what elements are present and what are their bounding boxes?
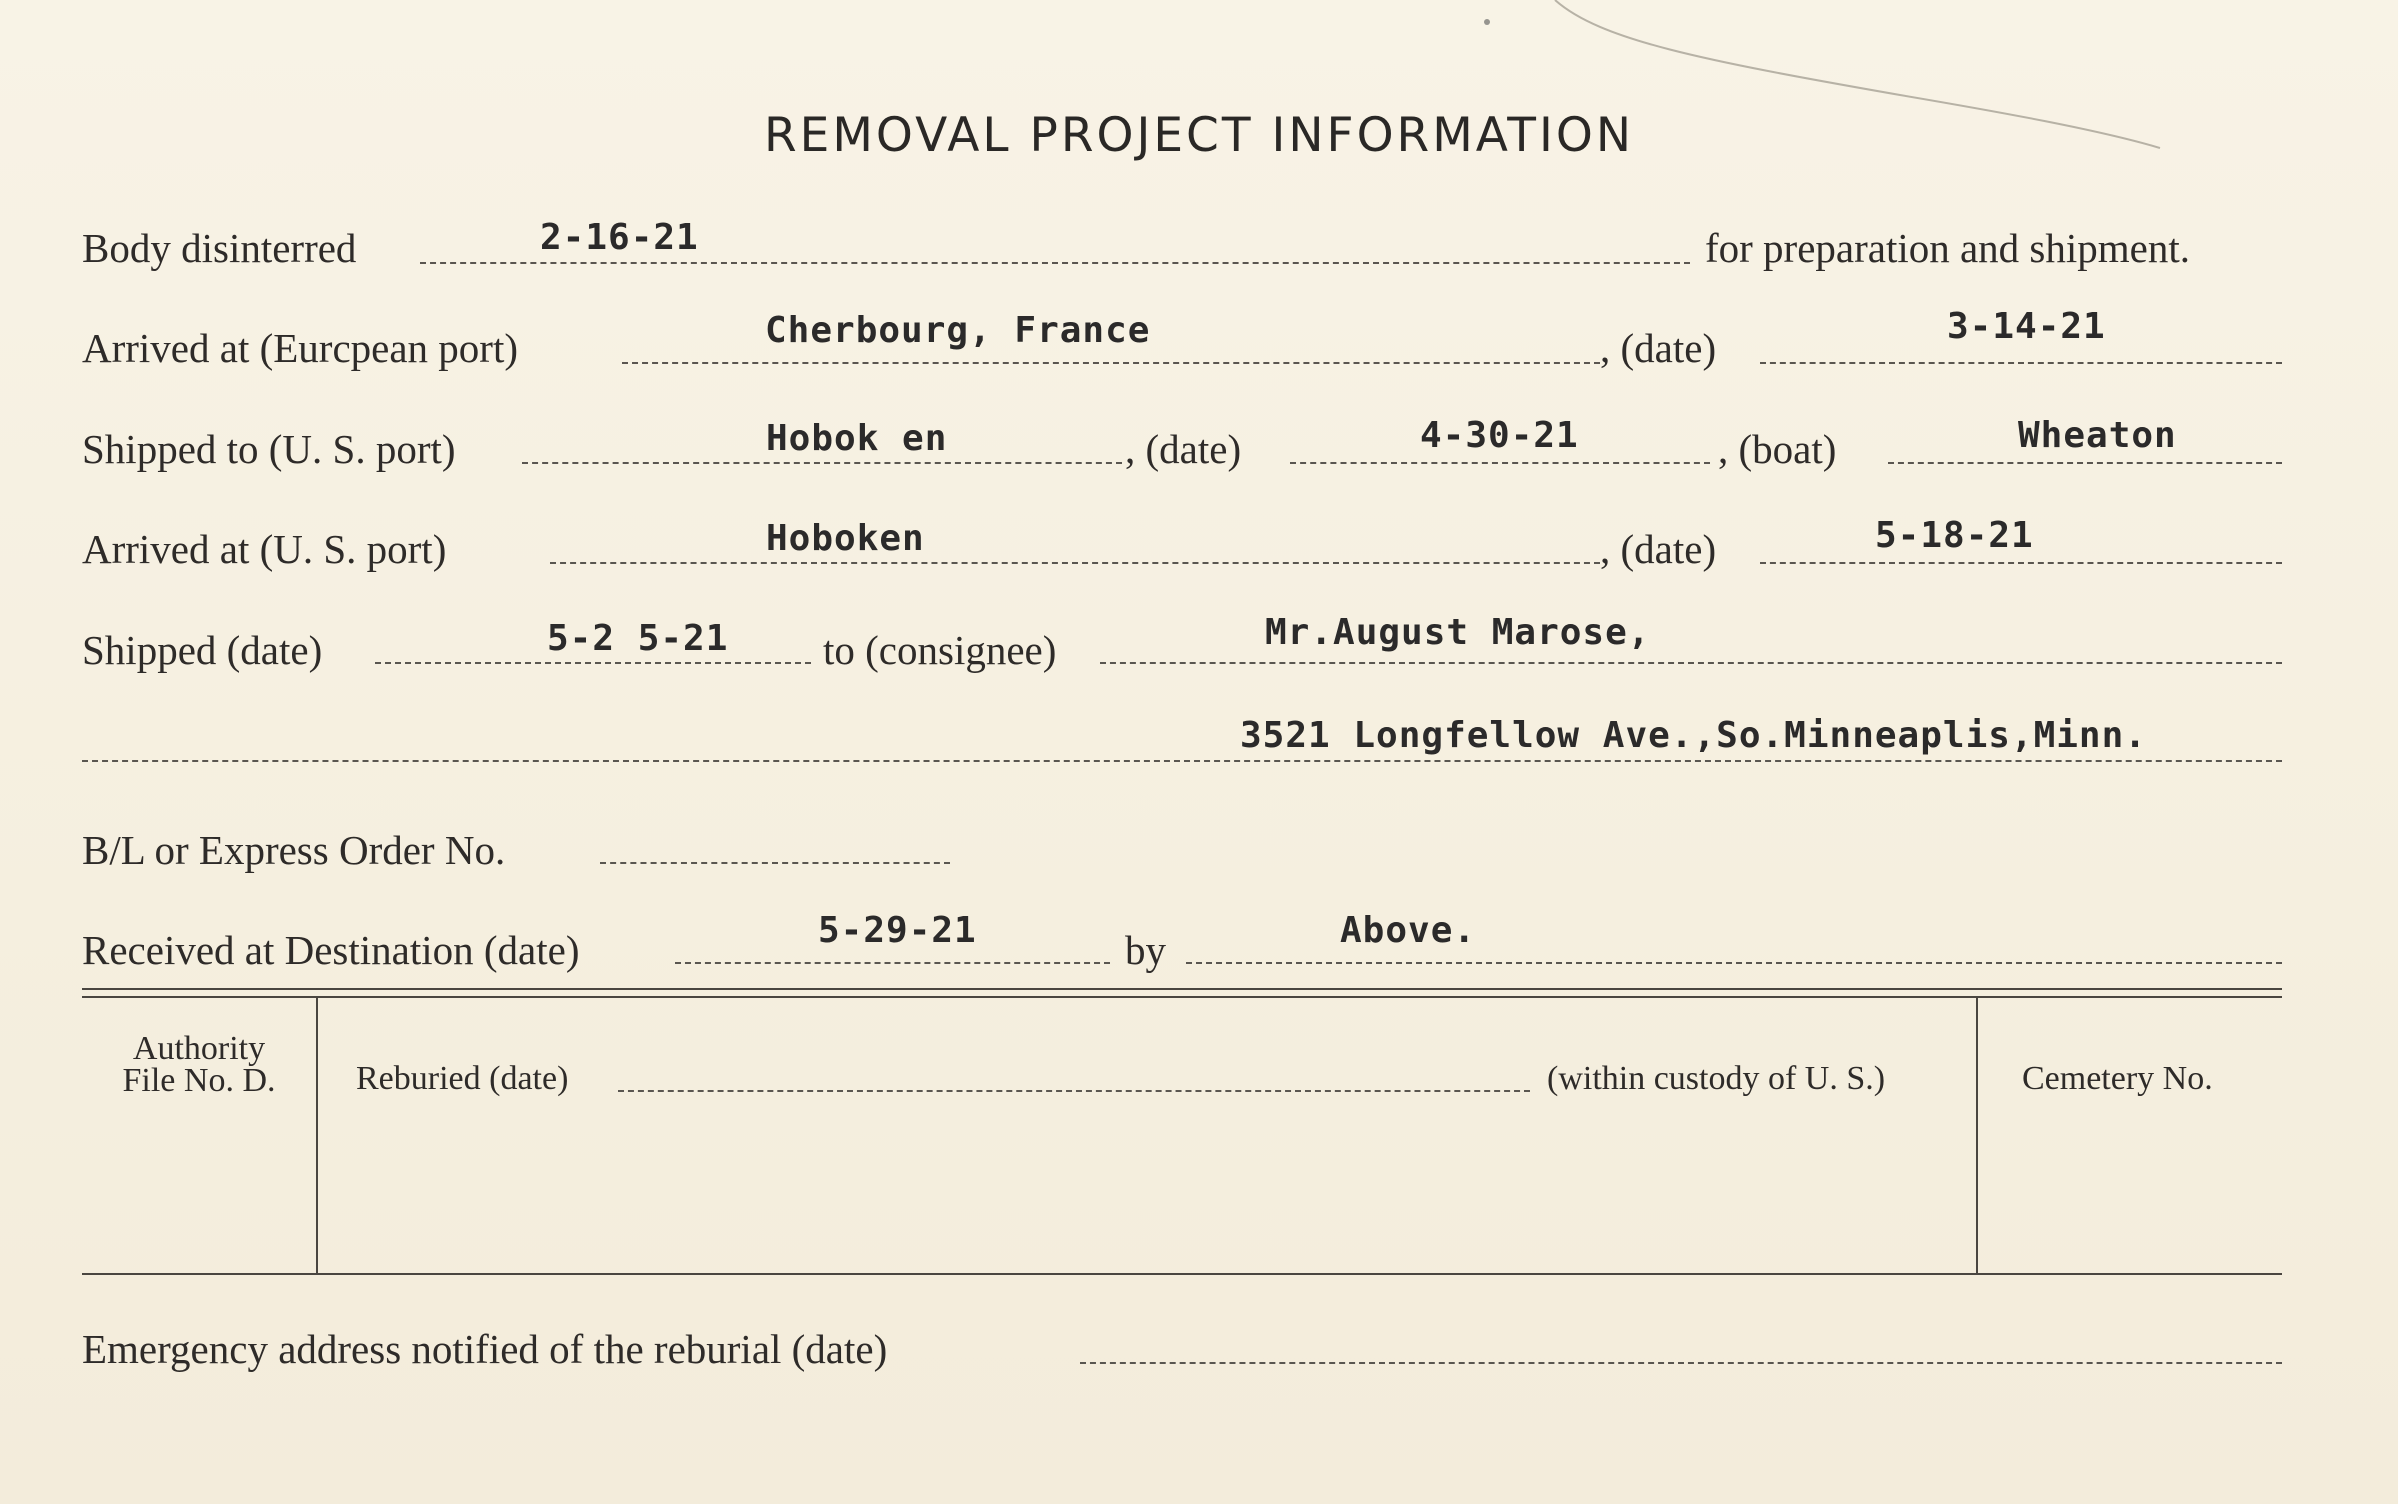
box-divider-left — [316, 998, 318, 1273]
box-top-rule-2 — [82, 996, 2282, 998]
body-disinterred-line — [420, 262, 1690, 264]
arrived-euro-date-label: , (date) — [1600, 325, 1717, 371]
received-by-value: Above. — [1340, 910, 1477, 951]
consignee-line — [1100, 662, 2282, 664]
shipped-us-date-label: , (date) — [1125, 426, 1242, 472]
address-line — [82, 760, 2282, 762]
box-bottom-rule — [82, 1273, 2282, 1275]
consignee-label: to (consignee) — [823, 627, 1057, 673]
arrived-euro-date-value: 3-14-21 — [1947, 306, 2106, 347]
shipped-us-line — [522, 462, 1122, 464]
consignee-value: Mr.August Marose, — [1265, 612, 1651, 653]
arrived-us-date-value: 5-18-21 — [1875, 515, 2034, 556]
arrived-us-label: Arrived at (U. S. port) — [82, 526, 447, 572]
arrived-euro-label: Arrived at (Eurcpean port) — [82, 325, 518, 371]
shipped-date-value: 5-2 5-21 — [547, 618, 729, 659]
body-disinterred-value: 2-16-21 — [540, 217, 699, 258]
reburied-label: Reburied (date) — [356, 1060, 569, 1097]
authority-label-line2: File No. D. — [122, 1062, 276, 1099]
custody-label: (within custody of U. S.) — [1547, 1060, 1886, 1097]
shipped-us-date-value: 4-30-21 — [1420, 415, 1579, 456]
arrived-us-date-label: , (date) — [1600, 526, 1717, 572]
shipped-us-boat-line — [1888, 462, 2282, 464]
consignee-address-value: 3521 Longfellow Ave.,So.Minneaplis,Minn. — [1240, 715, 2147, 756]
received-line — [675, 962, 1110, 964]
received-by-line — [1186, 962, 2282, 964]
emergency-label: Emergency address notified of the reburial (date) — [82, 1326, 888, 1372]
bl-order-line — [600, 862, 950, 864]
box-top-rule-1 — [82, 988, 2282, 990]
emergency-line — [1080, 1362, 2282, 1364]
reburied-line — [618, 1090, 1530, 1092]
body-disinterred-suffix: for preparation and shipment. — [1705, 225, 2191, 271]
shipped-us-date-line — [1290, 462, 1710, 464]
shipped-us-port-value: Hobok en — [766, 418, 948, 459]
card-title: REMOVAL PROJECT INFORMATION — [764, 108, 1634, 163]
shipped-us-label: Shipped to (U. S. port) — [82, 426, 456, 472]
shipped-date-label: Shipped (date) — [82, 627, 323, 673]
bl-order-label: B/L or Express Order No. — [82, 827, 506, 873]
shipped-us-boat-value: Wheaton — [2018, 415, 2177, 456]
arrived-us-line — [550, 562, 1600, 564]
arrived-us-port-value: Hoboken — [766, 518, 925, 559]
shipped-us-boat-label: , (boat) — [1718, 426, 1837, 472]
body-disinterred-label: Body disinterred — [82, 225, 357, 271]
authority-label-line1: Authority — [132, 1030, 266, 1067]
cemetery-label: Cemetery No. — [2022, 1060, 2213, 1097]
arrived-us-date-line — [1760, 562, 2282, 564]
received-date-value: 5-29-21 — [818, 910, 977, 951]
received-label: Received at Destination (date) — [82, 927, 580, 973]
arrived-euro-port-value: Cherbourg, France — [765, 310, 1151, 351]
arrived-euro-line — [622, 362, 1600, 364]
box-divider-right — [1976, 998, 1978, 1273]
received-by-label: by — [1125, 927, 1166, 973]
shipped-date-line — [375, 662, 811, 664]
arrived-euro-date-line — [1760, 362, 2282, 364]
